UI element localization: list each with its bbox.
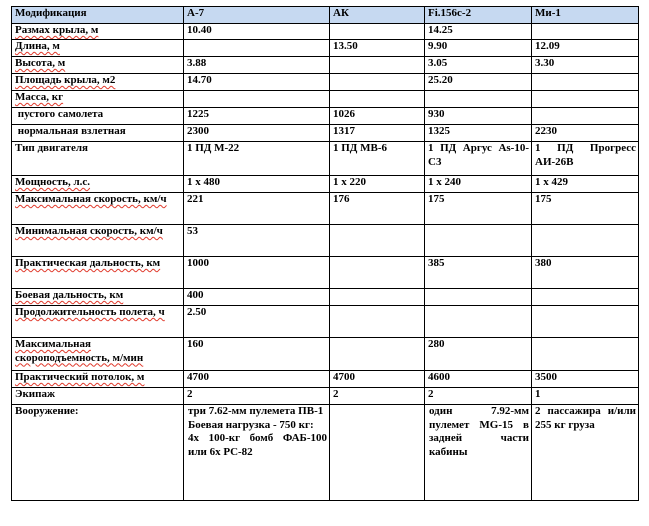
table-row (12, 225, 639, 257)
cell-ak (330, 225, 425, 257)
cell-a7: 1225 (184, 108, 330, 125)
cell-a7: 400 (184, 289, 330, 306)
header-fi156c2: Fi.156c-2 (425, 7, 532, 24)
cell-ak (330, 74, 425, 91)
cell-mi1: 3500 (532, 371, 639, 388)
cell-fi156c2: 2 (425, 388, 532, 405)
cell-fi156c2: 280 (425, 338, 532, 371)
cell-a7: 14.70 (184, 74, 330, 91)
table-row (12, 338, 639, 371)
cell-mi1 (532, 74, 639, 91)
cell-mi1 (532, 306, 639, 338)
cell-ak: 1 ПД МВ-6 (330, 142, 425, 176)
row-label: Продолжительность полета, ч (12, 306, 184, 338)
cell-mi1: 2 пассажира и/или 255 кг груза (532, 405, 639, 501)
cell-fi156c2 (425, 225, 532, 257)
row-label: Практическая дальность, км (12, 257, 184, 289)
cell-a7: 1 x 480 (184, 176, 330, 193)
cell-ak (330, 405, 425, 501)
cell-a7: 1 ПД М-22 (184, 142, 330, 176)
header-ak: АК (330, 7, 425, 24)
cell-fi156c2: 9.90 (425, 40, 532, 57)
cell-a7: 160 (184, 338, 330, 371)
row-label: Тип двигателя (12, 142, 184, 176)
table-row (12, 142, 639, 176)
row-label: пустого самолета (12, 108, 184, 125)
row-label: Масса, кг (12, 91, 184, 108)
cell-a7: 2.50 (184, 306, 330, 338)
cell-fi156c2 (425, 91, 532, 108)
cell-a7: 10.40 (184, 24, 330, 40)
cell-fi156c2: 3.05 (425, 57, 532, 74)
row-label: нормальная взлетная (12, 125, 184, 142)
cell-ak (330, 338, 425, 371)
cell-ak (330, 57, 425, 74)
cell-ak: 176 (330, 193, 425, 225)
cell-ak (330, 24, 425, 40)
specifications-table (11, 6, 639, 501)
cell-ak: 1317 (330, 125, 425, 142)
row-label: Мощность, л.с. (12, 176, 184, 193)
cell-mi1 (532, 225, 639, 257)
cell-fi156c2: 14.25 (425, 24, 532, 40)
cell-fi156c2: 1 x 240 (425, 176, 532, 193)
cell-fi156c2: 930 (425, 108, 532, 125)
header-row (12, 7, 639, 24)
cell-fi156c2: 385 (425, 257, 532, 289)
cell-mi1 (532, 289, 639, 306)
cell-a7: 1000 (184, 257, 330, 289)
header-mi1: Ми-1 (532, 7, 639, 24)
row-label: Максимальная скорость, км/ч (12, 193, 184, 225)
table-row (12, 257, 639, 289)
cell-ak: 13.50 (330, 40, 425, 57)
table-row (12, 24, 639, 40)
table-row (12, 405, 639, 501)
cell-a7: 2 (184, 388, 330, 405)
row-label: Минимальная скорость, км/ч (12, 225, 184, 257)
table-row (12, 289, 639, 306)
cell-a7: три 7.62-мм пулемета ПВ-1 Боевая нагрузка - 750 кг: 4x 100-кг бомб ФАБ-100 или 6x PC-82 (184, 405, 330, 501)
table-row (12, 74, 639, 91)
row-label: Экипаж (12, 388, 184, 405)
cell-a7: 221 (184, 193, 330, 225)
cell-mi1: 380 (532, 257, 639, 289)
cell-mi1: 175 (532, 193, 639, 225)
row-label: Вооружение: (12, 405, 184, 501)
cell-ak: 1 x 220 (330, 176, 425, 193)
table-row (12, 125, 639, 142)
cell-ak (330, 289, 425, 306)
cell-mi1: 12.09 (532, 40, 639, 57)
cell-mi1 (532, 338, 639, 371)
row-label: Площадь крыла, м2 (12, 74, 184, 91)
row-label: Высота, м (12, 57, 184, 74)
cell-fi156c2: 1325 (425, 125, 532, 142)
row-label: Размах крыла, м (12, 24, 184, 40)
table-row (12, 40, 639, 57)
cell-a7: 3.88 (184, 57, 330, 74)
cell-fi156c2 (425, 306, 532, 338)
cell-mi1: 1 ПД Прогресс АИ-26В (532, 142, 639, 176)
cell-ak (330, 91, 425, 108)
cell-ak (330, 306, 425, 338)
table-row (12, 193, 639, 225)
cell-ak: 2 (330, 388, 425, 405)
cell-fi156c2 (425, 289, 532, 306)
cell-mi1: 3.30 (532, 57, 639, 74)
cell-mi1 (532, 108, 639, 125)
cell-a7: 53 (184, 225, 330, 257)
cell-fi156c2: 1 ПД Аргус As-10-C3 (425, 142, 532, 176)
table-row (12, 371, 639, 388)
cell-mi1 (532, 24, 639, 40)
row-label: Длина, м (12, 40, 184, 57)
cell-a7: 2300 (184, 125, 330, 142)
cell-fi156c2: 4600 (425, 371, 532, 388)
cell-mi1 (532, 91, 639, 108)
table-row (12, 108, 639, 125)
cell-mi1: 1 x 429 (532, 176, 639, 193)
cell-ak (330, 257, 425, 289)
row-label: Боевая дальность, км (12, 289, 184, 306)
row-label: Практический потолок, м (12, 371, 184, 388)
cell-ak: 1026 (330, 108, 425, 125)
cell-fi156c2: 25.20 (425, 74, 532, 91)
cell-fi156c2: один 7.92-мм пулемет MG-15 в задней части кабины (425, 405, 532, 501)
header-a7: А-7 (184, 7, 330, 24)
table-row (12, 91, 639, 108)
cell-a7: 4700 (184, 371, 330, 388)
header-modification: Модификация (12, 7, 184, 24)
table-row (12, 306, 639, 338)
cell-mi1: 2230 (532, 125, 639, 142)
table-row (12, 57, 639, 74)
cell-a7 (184, 91, 330, 108)
cell-mi1: 1 (532, 388, 639, 405)
row-label: Максимальная скороподъемность, м/мин (12, 338, 184, 371)
cell-fi156c2: 175 (425, 193, 532, 225)
table-row (12, 388, 639, 405)
table-row (12, 176, 639, 193)
cell-ak: 4700 (330, 371, 425, 388)
cell-a7 (184, 40, 330, 57)
